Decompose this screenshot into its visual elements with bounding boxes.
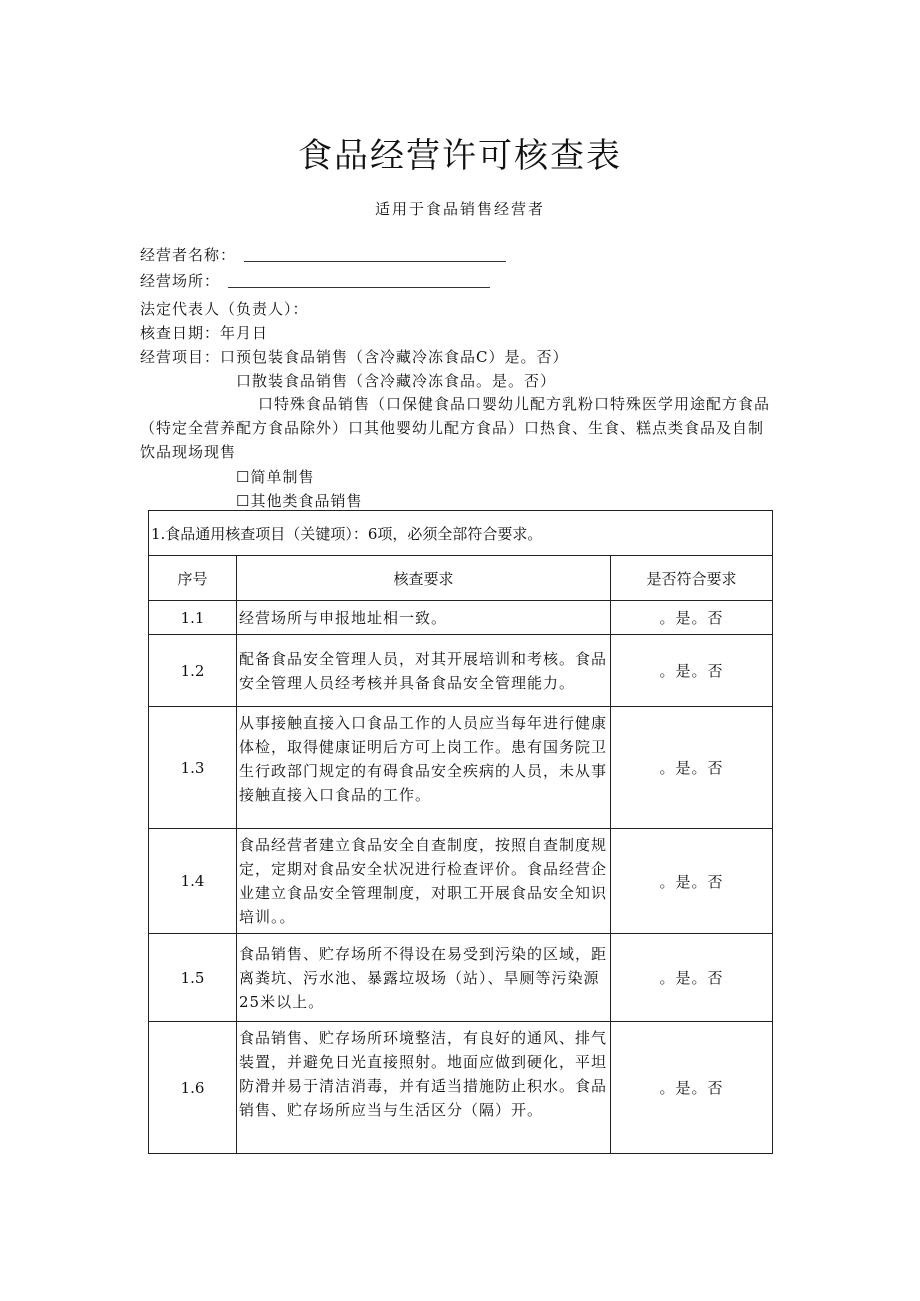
row-no: 1.4 (149, 829, 237, 934)
operator-name-field[interactable] (244, 247, 506, 262)
row-no: 1.5 (149, 934, 237, 1022)
row-no: 1.3 (149, 707, 237, 829)
table-row (149, 934, 773, 1022)
operator-name-row (140, 244, 506, 265)
row-answer[interactable]: 。是。否 (611, 707, 773, 829)
row-answer[interactable]: 。是。否 (611, 601, 773, 635)
table-row (149, 601, 773, 635)
table-row (149, 829, 773, 934)
row-answer[interactable]: 。是。否 (611, 635, 773, 707)
location-row (140, 270, 490, 291)
item-special[interactable]: 口特殊食品销售（口保健食品口婴幼儿配方乳粉口特殊医学用途配方食品（特定全营养配方食品除外）口其他婴幼儿配方食品）口热食、生食、糕点类食品及自制饮品现场现售 (140, 395, 771, 461)
row-req: 食品经营者建立食品安全自查制度，按照自查制度规定，定期对食品安全状况进行检查评价。食品经营企业建立食品安全管理制度，对职工开展食品安全知识培训。。 (237, 829, 611, 934)
row-req: 从事接触直接入口食品工作的人员应当每年进行健康体检，取得健康证明后方可上岗工作。患有国务院卫生行政部门规定的有碍食品安全疾病的人员，未从事接触直接入口食品的工作。 (237, 707, 611, 829)
row-req: 配备食品安全管理人员，对其开展培训和考核。食品安全管理人员经考核并具备食品安全管理能力。 (237, 635, 611, 707)
items-label: 经营项目： (140, 348, 221, 366)
item-prepackaged[interactable]: 口预包装食品销售（含冷藏冷冻食品C）是。否） (220, 348, 569, 366)
row-answer[interactable]: 。是。否 (611, 934, 773, 1022)
page-title: 食品经营许可核查表 (298, 136, 622, 176)
row-no: 1.2 (149, 635, 237, 707)
col-header-ans: 是否符合要求 (611, 556, 773, 601)
item-bulk[interactable]: 口散装食品销售（含冷藏冷冻食品。是。否） (236, 372, 557, 390)
location-field[interactable] (228, 273, 490, 288)
table-row (149, 635, 773, 707)
row-req: 食品销售、贮存场所不得设在易受到污染的区域，距离粪坑、污水池、暴露垃圾场（站）、旱厕等污染源25米以上。 (237, 934, 611, 1022)
date-label: 核查日期：年月日 (140, 324, 269, 342)
row-no: 1.6 (149, 1022, 237, 1154)
row-answer[interactable]: 。是。否 (611, 1022, 773, 1154)
item-simple[interactable]: ☐简单制售 (236, 468, 315, 486)
operator-name-label: 经营者名称： (140, 246, 237, 264)
legal-rep-label: 法定代表人（负责人）： (140, 300, 309, 318)
item-other[interactable]: ☐其他类食品销售 (236, 492, 363, 510)
table-row (149, 707, 773, 829)
page-subtitle: 适用于食品销售经营者 (374, 200, 545, 218)
row-req: 经营场所与申报地址相一致。 (237, 601, 611, 635)
row-no: 1.1 (149, 601, 237, 635)
table-row (149, 1022, 773, 1154)
items-row (140, 346, 569, 367)
row-answer[interactable]: 。是。否 (611, 829, 773, 934)
row-req: 食品销售、贮存场所环境整洁，有良好的通风、排气装置，并避免日光直接照射。地面应做到硬化，平坦防滑并易于清洁消毒，并有适当措施防止积水。食品销售、贮存场所应当与生活区分（隔）开。 (237, 1022, 611, 1154)
location-label: 经营场所： (140, 272, 221, 290)
col-header-req: 核查要求 (237, 556, 611, 601)
section-header: 1.食品通用核查项目（关键项）：6项，必须全部符合要求。 (149, 511, 773, 556)
col-header-no: 序号 (149, 556, 237, 601)
check-table (148, 510, 773, 1154)
